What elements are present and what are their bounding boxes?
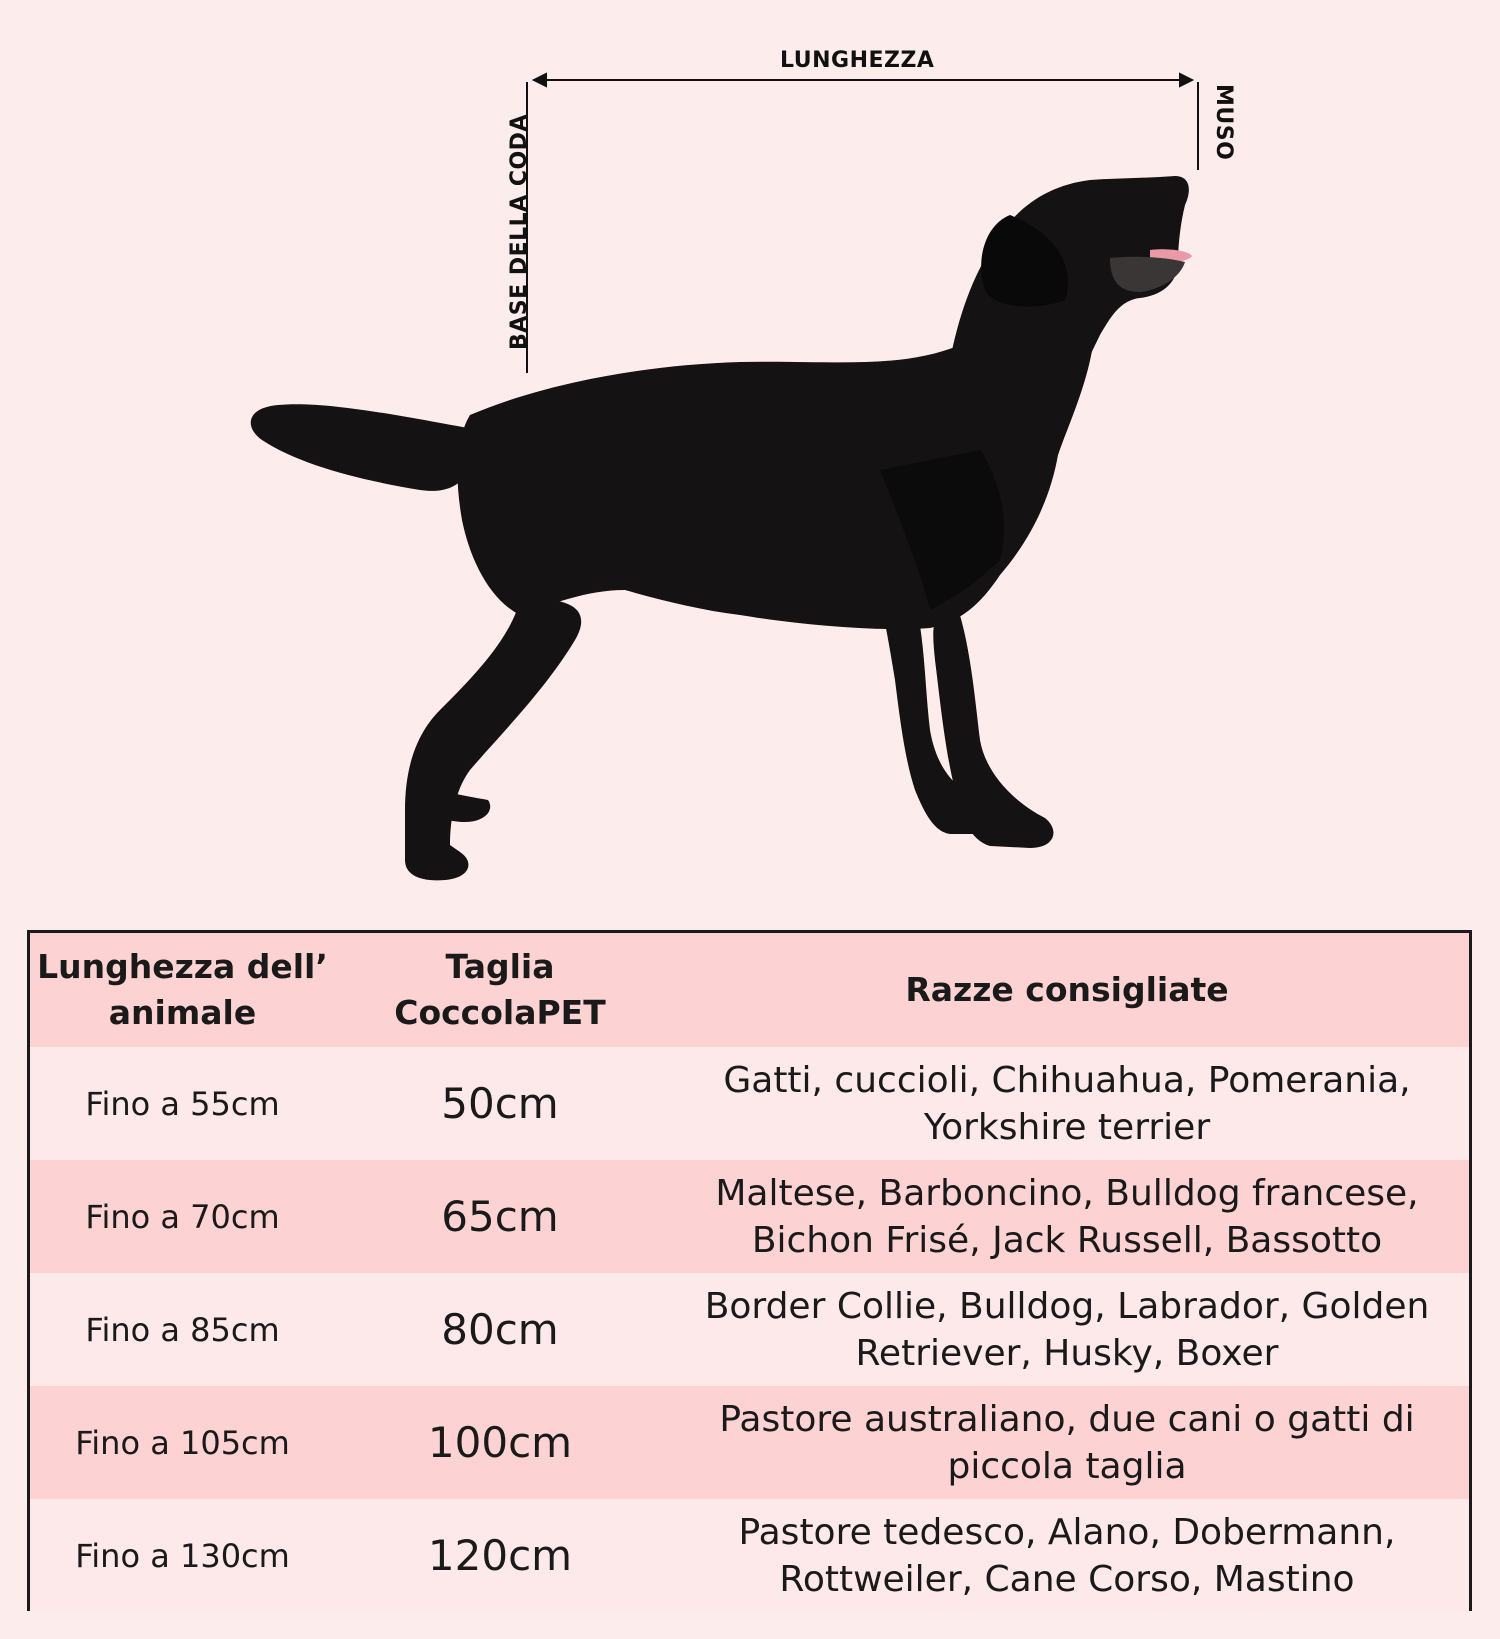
row-breeds: Gatti, cuccioli, Chihuahua, Pomerania, Yorkshire terrier xyxy=(723,1059,1411,1148)
row-breeds: Maltese, Barboncino, Bulldog francese, Bichon Frisé, Jack Russell, Bassotto xyxy=(715,1172,1419,1261)
length-arrow xyxy=(534,74,1192,86)
labrador-silhouette xyxy=(251,176,1192,880)
row-length: Fino a 105cm xyxy=(75,1423,290,1462)
row-size: 100cm xyxy=(427,1418,573,1467)
table-row xyxy=(30,1273,1469,1386)
row-size: 80cm xyxy=(441,1305,559,1354)
row-size: 65cm xyxy=(441,1192,559,1241)
header-length: Lunghezza dell’ animale xyxy=(37,947,328,1032)
nose-label: MUSO xyxy=(1211,84,1236,161)
row-size: 120cm xyxy=(427,1531,573,1580)
row-breeds: Pastore australiano, due cani o gatti di piccola taglia xyxy=(719,1398,1415,1487)
row-breeds: Pastore tedesco, Alano, Dobermann, Rottweiler, Cane Corso, Mastino xyxy=(738,1511,1396,1600)
row-length: Fino a 70cm xyxy=(85,1197,280,1236)
table-row xyxy=(30,1386,1469,1499)
tail-base-label: BASE DELLA CODA xyxy=(507,114,532,350)
header-breeds: Razze consigliate xyxy=(905,970,1229,1009)
row-breeds: Border Collie, Bulldog, Labrador, Golden Retriever, Husky, Boxer xyxy=(704,1285,1430,1374)
row-length: Fino a 55cm xyxy=(85,1084,280,1123)
table-row xyxy=(30,1499,1469,1612)
header-size: Taglia CoccolaPET xyxy=(394,947,606,1032)
table-row xyxy=(30,1160,1469,1273)
table-row xyxy=(30,1047,1469,1160)
table-header-row xyxy=(30,933,1469,1047)
row-length: Fino a 130cm xyxy=(75,1536,290,1575)
size-table xyxy=(27,930,1472,1611)
length-label: LUNGHEZZA xyxy=(780,48,935,73)
row-size: 50cm xyxy=(441,1079,559,1128)
row-length: Fino a 85cm xyxy=(85,1310,280,1349)
